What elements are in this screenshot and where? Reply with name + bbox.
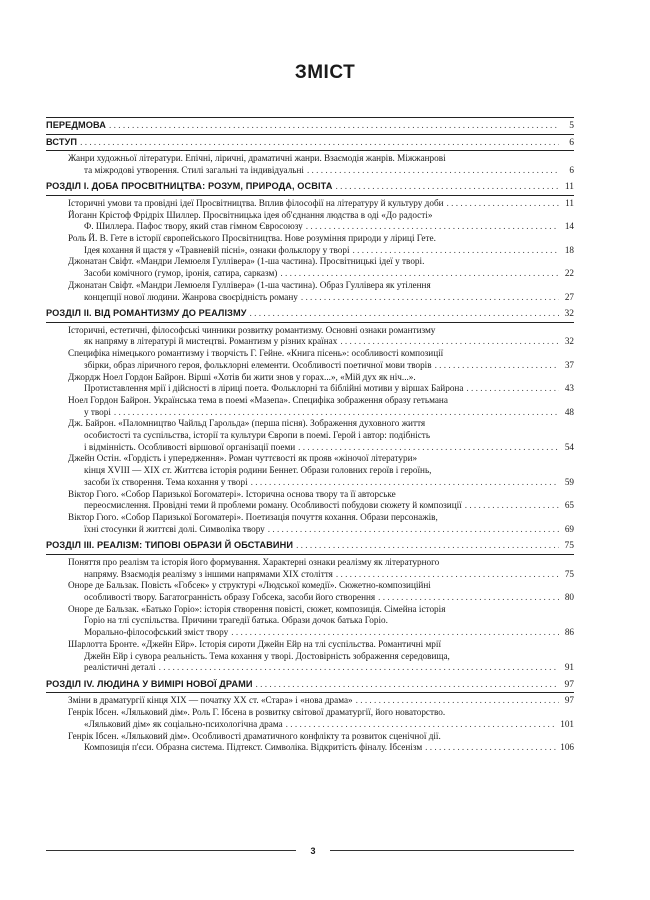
dot-leader <box>425 742 557 754</box>
dot-leader <box>378 592 559 604</box>
toc-page-number: 101 <box>560 718 574 729</box>
toc-item <box>46 580 574 603</box>
page-title: ЗМІСТ <box>294 62 356 83</box>
dot-leader <box>268 524 559 536</box>
dot-leader <box>301 292 559 304</box>
toc-page-number: 69 <box>564 523 574 534</box>
toc-item <box>46 418 574 453</box>
toc-item-text: Шарлотта Бронте. «Джейн Ейр». Історія сироти Джейн Ейр на тлі суспільства. Романтичні мрії <box>68 638 442 649</box>
toc-section <box>46 306 574 323</box>
toc-item-text: Генрік Ібсен. «Ляльковий дім». Роль Г. Ібсена в розвитку світової драматургії, його новаторство. <box>68 707 446 718</box>
toc-page-number: 97 <box>564 679 574 690</box>
toc-item <box>46 695 574 707</box>
dot-leader <box>109 118 559 134</box>
toc-item <box>46 453 574 488</box>
toc-item-text: Оноре де Бальзак. Повість «Гобсек» у структурі «Людської комедії». Сюжетно-композиційні <box>68 580 431 591</box>
page-number: 3 <box>310 846 316 856</box>
toc-item <box>46 256 574 279</box>
toc-item-text: збірки, образ ліричного героя, фольклорні елементи. Особливості поетичної мови творів <box>84 359 432 370</box>
dot-leader <box>356 695 559 707</box>
toc-item-text: Поняття про реалізм та історія його формування. Характерні ознаки реалізму як літературного <box>68 556 440 567</box>
toc-section-title: РОЗДІЛ ІІ. ВІД РОМАНТИЗМУ ДО РЕАЛІЗМУ <box>46 308 247 319</box>
footer-rule-left <box>46 850 296 851</box>
toc-item <box>46 639 574 674</box>
toc-page-number: 32 <box>564 336 574 347</box>
toc-section-title: ВСТУП <box>46 136 78 147</box>
toc-item-text: Генрік Ібсен. «Ляльковий дім». Особливості драматичного конфлікту та розвиток сценічної дії. <box>68 730 441 741</box>
toc-section-title: ПЕРЕДМОВА <box>46 120 107 130</box>
toc-page-number: 27 <box>564 291 574 302</box>
toc-page-number: 80 <box>564 592 574 602</box>
toc-item-text: Горіо на тлі суспільства. Причини трагедії батька. Образи дочок батька Горіо. <box>84 615 388 626</box>
toc-page-number: 91 <box>564 662 574 673</box>
toc-item-text: концепції нової людини. Жанрова своєрідність роману <box>84 291 298 302</box>
toc-item-text: Джордж Ноел Гордон Байрон. Вірші «Хотів би жити знов у горах...», «Мій дух як ніч...». <box>68 371 416 382</box>
dot-leader <box>159 662 559 674</box>
toc-page-number: 86 <box>564 627 574 638</box>
toc-section <box>46 135 574 152</box>
dot-leader <box>435 360 559 372</box>
toc-item-text: кінця XVIII — XIX ст. Життєва історія родини Беннет. Образи головних героїв і героїнь, <box>84 465 432 476</box>
toc-item-text: Джейн Ейр і сувора реальність. Тема кохання у творі. Достовірність зображення середовища, <box>84 650 450 661</box>
toc-item <box>46 557 574 580</box>
toc-item-text: Композиція п'єси. Образна система. Підтекст. Символіка. Відкритість фіналу. Ібсенізм <box>84 742 423 753</box>
toc-page-number: 54 <box>564 441 574 452</box>
footer-rule-right <box>330 850 574 851</box>
toc-item-text: Історичні, естетичні, філософські чинники розвитку романтизму. Основні ознаки романтизму <box>68 324 436 335</box>
toc-item-text: Дж. Байрон. «Паломництво Чайльд Гарольда» (перша пісня). Зображення духовного життя <box>68 418 426 429</box>
toc-item <box>46 707 574 730</box>
toc-page-number: 65 <box>564 500 574 511</box>
toc-item-text: як напряму в літературі й мистецтві. Романтизм у різних країнах <box>84 336 338 347</box>
toc-item-text: Ідея кохання й щастя у «Травневій пісні», ознаки фольклору у творі <box>84 244 350 255</box>
toc-item-text: Ф. Шиллера. Пафос твору, який став гімном Євросоюзу <box>84 221 303 232</box>
toc-item-text: Засоби комічного (гумор, іронія, сатира, сарказм) <box>84 268 278 279</box>
page-footer <box>0 845 650 857</box>
toc-item-text: Ноел Гордон Байрон. Українська тема в поемі «Мазепа». Специфіка зображення образу гетьмана <box>68 394 448 405</box>
dot-leader <box>114 407 559 419</box>
toc-item-text: переосмислення. Провідні теми й проблеми роману. Особливості побудови сюжету й композиції <box>84 500 462 511</box>
toc-section <box>46 538 574 555</box>
toc-page-number: 11 <box>565 197 574 208</box>
dot-leader <box>251 477 559 489</box>
dot-leader <box>298 442 559 454</box>
toc-item-text: Протиставлення мрії і дійсності в ліриці поета. Фольклорні та біблійні мотиви у віршах Байрона <box>84 383 464 394</box>
dot-leader <box>353 245 559 257</box>
dot-leader <box>336 179 560 195</box>
toc-page-number: 22 <box>564 268 574 279</box>
toc-item-text: реалістичні деталі <box>84 662 156 673</box>
dot-leader <box>465 500 559 512</box>
toc-item <box>46 372 574 395</box>
toc-page-number: 18 <box>564 244 574 255</box>
toc-section <box>46 118 574 135</box>
dot-leader <box>466 383 559 395</box>
toc-page-number: 32 <box>564 309 574 320</box>
toc-section-title: РОЗДІЛ ІІІ. РЕАЛІЗМ: ТИПОВІ ОБРАЗИ Й ОБСТАВИНИ <box>46 540 294 551</box>
toc-item-text: Оноре де Бальзак. «Батько Горіо»: історія створення повісті, сюжет, композиція. Сімейна історія <box>68 603 446 614</box>
toc-item-text: та міжродові утворення. Стилі загальні та індивідуальні <box>84 164 304 175</box>
toc-page-number: 14 <box>564 221 574 232</box>
dot-leader <box>447 198 559 210</box>
toc-item-text: Джонатан Свіфт. «Мандри Лемюеля Гуллівера» (1-ша частина). Образ Гуллівера як утілення <box>68 279 431 290</box>
table-of-contents <box>46 117 574 757</box>
toc-item-text: Специфіка німецького романтизму і творчість Г. Гейне. «Книга пісень»: особливості композиції <box>68 348 444 359</box>
toc-item-text: особливості твору. Багатогранність образу Гобсека, засоби його створення <box>84 592 376 602</box>
toc-item-text: особистості та суспільства, історії та культури Європи в поемі. Герой і автор: подібність <box>84 430 431 441</box>
toc-item <box>46 604 574 639</box>
toc-item <box>46 512 574 535</box>
toc-item-text: «Ляльковий дім» як соціально-психологічна драма <box>84 718 283 729</box>
toc-page-number: 75 <box>564 568 574 579</box>
toc-item <box>46 233 574 256</box>
toc-item-text: і відмінність. Особливості віршової організації поеми <box>84 441 296 452</box>
toc-item <box>46 348 574 371</box>
toc-page-number: 43 <box>564 383 574 394</box>
toc-item <box>46 731 574 754</box>
dot-leader <box>280 268 559 280</box>
toc-section <box>46 677 574 694</box>
toc-item-text: Роль Й. В. Гете в історії європейського Просвітництва. Нове розуміння природи у ліриці Гете. <box>68 233 436 244</box>
toc-item <box>46 210 574 233</box>
dot-leader <box>296 538 559 554</box>
toc-page-number: 97 <box>564 695 574 706</box>
toc-item-text: Віктор Гюго. «Собор Паризької Богоматері». Історична основа твору та її авторське <box>68 488 396 499</box>
toc-page-number: 6 <box>569 137 574 148</box>
toc-item-text: Історичні умови та провідні ідеї Просвітництва. Вплив філософії на літературу й культуру доби <box>68 197 444 208</box>
dot-leader <box>340 336 559 348</box>
toc-page-number: 59 <box>564 476 574 487</box>
toc-item-text: Йоганн Крістоф Фрідріх Шиллер. Просвітницька ідея об'єднання людства в оді «До радості» <box>68 209 433 220</box>
toc-item-text: напряму. Взаємодія реалізму з іншими напрямами XIX століття <box>84 568 333 579</box>
toc-item <box>46 325 574 348</box>
toc-item-text: Віктор Гюго. «Собор Паризької Богоматері». Поетизація почуття кохання. Образи персонажів, <box>68 511 438 522</box>
toc-item <box>46 395 574 418</box>
toc-section-title: РОЗДІЛ І. ДОБА ПРОСВІТНИЦТВА: РОЗУМ, ПРИРОДА, ОСВІТА <box>46 181 333 192</box>
toc-page-number: 6 <box>569 164 574 175</box>
dot-leader <box>286 719 558 731</box>
toc-page-number: 11 <box>564 182 574 193</box>
toc-item <box>46 198 574 210</box>
toc-section <box>46 179 574 196</box>
toc-page-number: 75 <box>564 541 574 552</box>
toc-item-text: засоби їх створення. Тема кохання у творі <box>84 476 248 487</box>
dot-leader <box>306 221 559 233</box>
toc-item-text: Зміни в драматургії кінця XIX — початку XX ст. «Стара» і «нова драма» <box>68 695 353 706</box>
toc-item-text: Жанри художньої літератури. Епічні, ліричні, драматичні жанри. Взаємодія жанрів. Міжжанрові <box>68 153 446 163</box>
dot-leader <box>250 306 559 322</box>
toc-section-title: РОЗДІЛ IV. ЛЮДИНА У ВИМІРІ НОВОЇ ДРАМИ <box>46 678 253 689</box>
dot-leader <box>256 677 559 693</box>
toc-item-text: Джонатан Свіфт. «Мандри Лемюеля Гуллівера» (1-ша частина). Просвітницькі ідеї у творі. <box>68 256 425 267</box>
toc-item-text: Морально-філософський зміст твору <box>84 627 229 638</box>
toc-page-number: 48 <box>564 406 574 417</box>
toc-item-text: їхні стосунки й життєві долі. Символіка твору <box>84 523 265 534</box>
dot-leader <box>231 627 559 639</box>
toc-item-text: Джейн Остін. «Гордість і упередження». Роман чуттєвості як прояв «жіночої літератури» <box>68 453 418 464</box>
dot-leader <box>80 135 559 151</box>
toc-item <box>46 280 574 303</box>
toc-item-text: у творі <box>84 406 111 417</box>
dot-leader <box>336 569 559 581</box>
toc-page-number: 106 <box>560 742 574 753</box>
dot-leader <box>307 165 559 177</box>
toc-item <box>46 489 574 512</box>
toc-page-number: 37 <box>564 359 574 370</box>
toc-page-number: 5 <box>569 121 574 131</box>
toc-item <box>46 153 574 176</box>
